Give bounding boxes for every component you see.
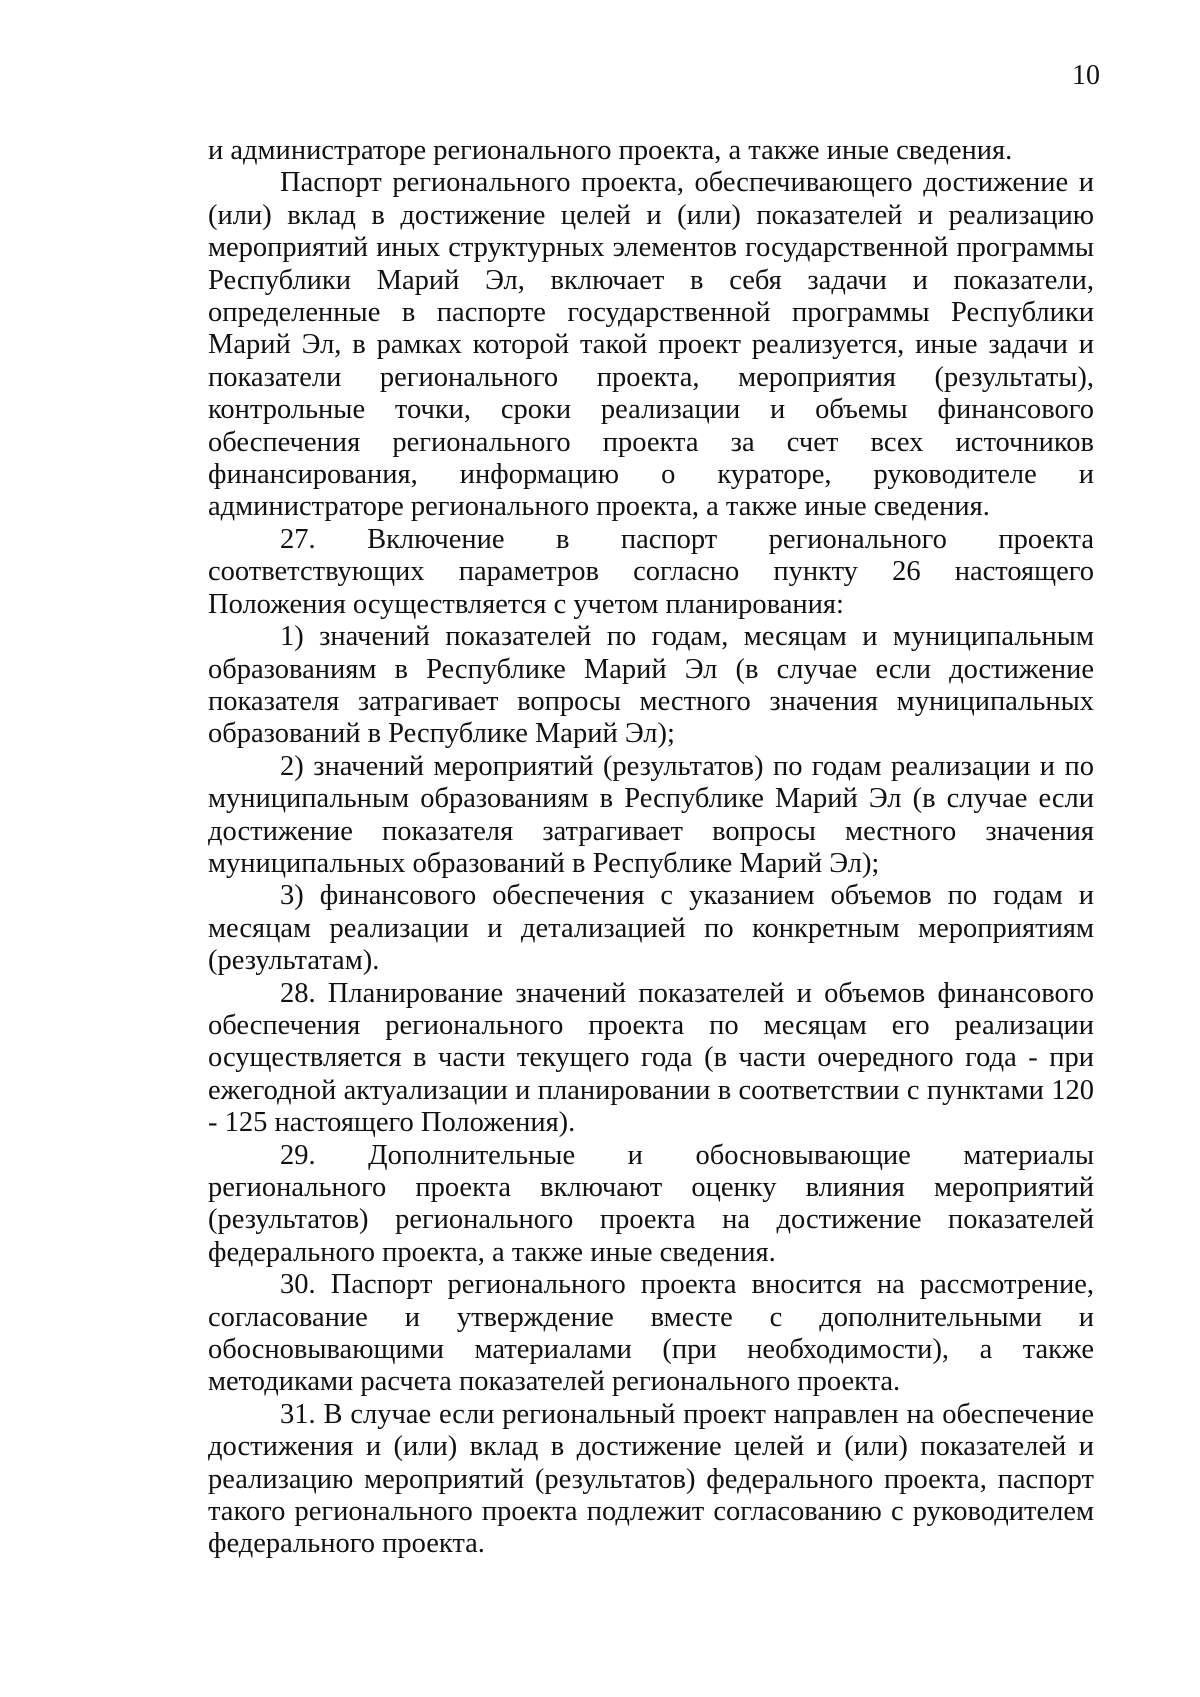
paragraph-clause-29: 29. Дополнительные и обосновывающие материалы регионального проекта включают оценку влияния мероприятий (результатов) регионального проекта на достижение показателей федерального проекта, а также иные сведения. — [208, 1139, 1094, 1268]
paragraph-continuation: и администраторе регионального проекта, а также иные сведения. — [208, 135, 1013, 166]
paragraph-clause-27: 27. Включение в паспорт регионального проекта соответствующих параметров согласно пункту 26 настоящего Положения осуществляется с учетом планирования: — [208, 523, 1094, 620]
list-item-2: 2) значений мероприятий (результатов) по годам реализации и по муниципальным образованиям в Республике Марий Эл (в случае если достижение показателя затрагивает вопросы местного значения муниципальных образований в Республике Марий Эл); — [208, 750, 1094, 879]
list-item-3: 3) финансового обеспечения с указанием объемов по годам и месяцам реализации и детализацией по конкретным мероприятиям (результатам). — [208, 880, 1094, 977]
document-body — [208, 135, 1094, 1561]
paragraph-clause-28: 28. Планирование значений показателей и объемов финансового обеспечения регионального проекта по месяцам его реализации осуществляется в части текущего года (в части очередного года - при ежегодной актуализации и планировании в соответствии с пунктами 120 - 125 настоящего Положения). — [208, 977, 1094, 1139]
paragraph-clause-30: 30. Паспорт регионального проекта вносится на рассмотрение, согласование и утверждение вместе с дополнительными и обосновывающими материалами (при необходимости), а также методиками расчета показателей регионального проекта. — [208, 1269, 1094, 1398]
page-number: 10 — [1072, 60, 1100, 91]
list-item-1: 1) значений показателей по годам, месяцам и муниципальным образованиям в Республике Марий Эл (в случае если достижение показателя затрагивает вопросы местного значения муниципальных образований в Республике Марий Эл); — [208, 621, 1094, 750]
paragraph-passport-contents: Паспорт регионального проекта, обеспечивающего достижение и (или) вклад в достижение целей и (или) показателей и реализацию мероприятий иных структурных элементов государственной программы Республики Марий Эл, включает в себя задачи и показатели, определенные в паспорте государственной программы Республики Марий Эл, в рамках которой такой проект реализуется, иные задачи и показатели регионального проекта, мероприятия (результаты), контрольные точки, сроки реализации и объемы финансового обеспечения регионального проекта за счет всех источников финансирования, информацию о кураторе, руководителе и администраторе регионального проекта, а также иные сведения. — [208, 167, 1094, 523]
paragraph-clause-31: 31. В случае если региональный проект направлен на обеспечение достижения и (или) вклад в достижение целей и (или) показателей и реализацию мероприятий (результатов) федерального проекта, паспорт такого регионального проекта подлежит согласованию с руководителем федерального проекта. — [208, 1398, 1094, 1560]
